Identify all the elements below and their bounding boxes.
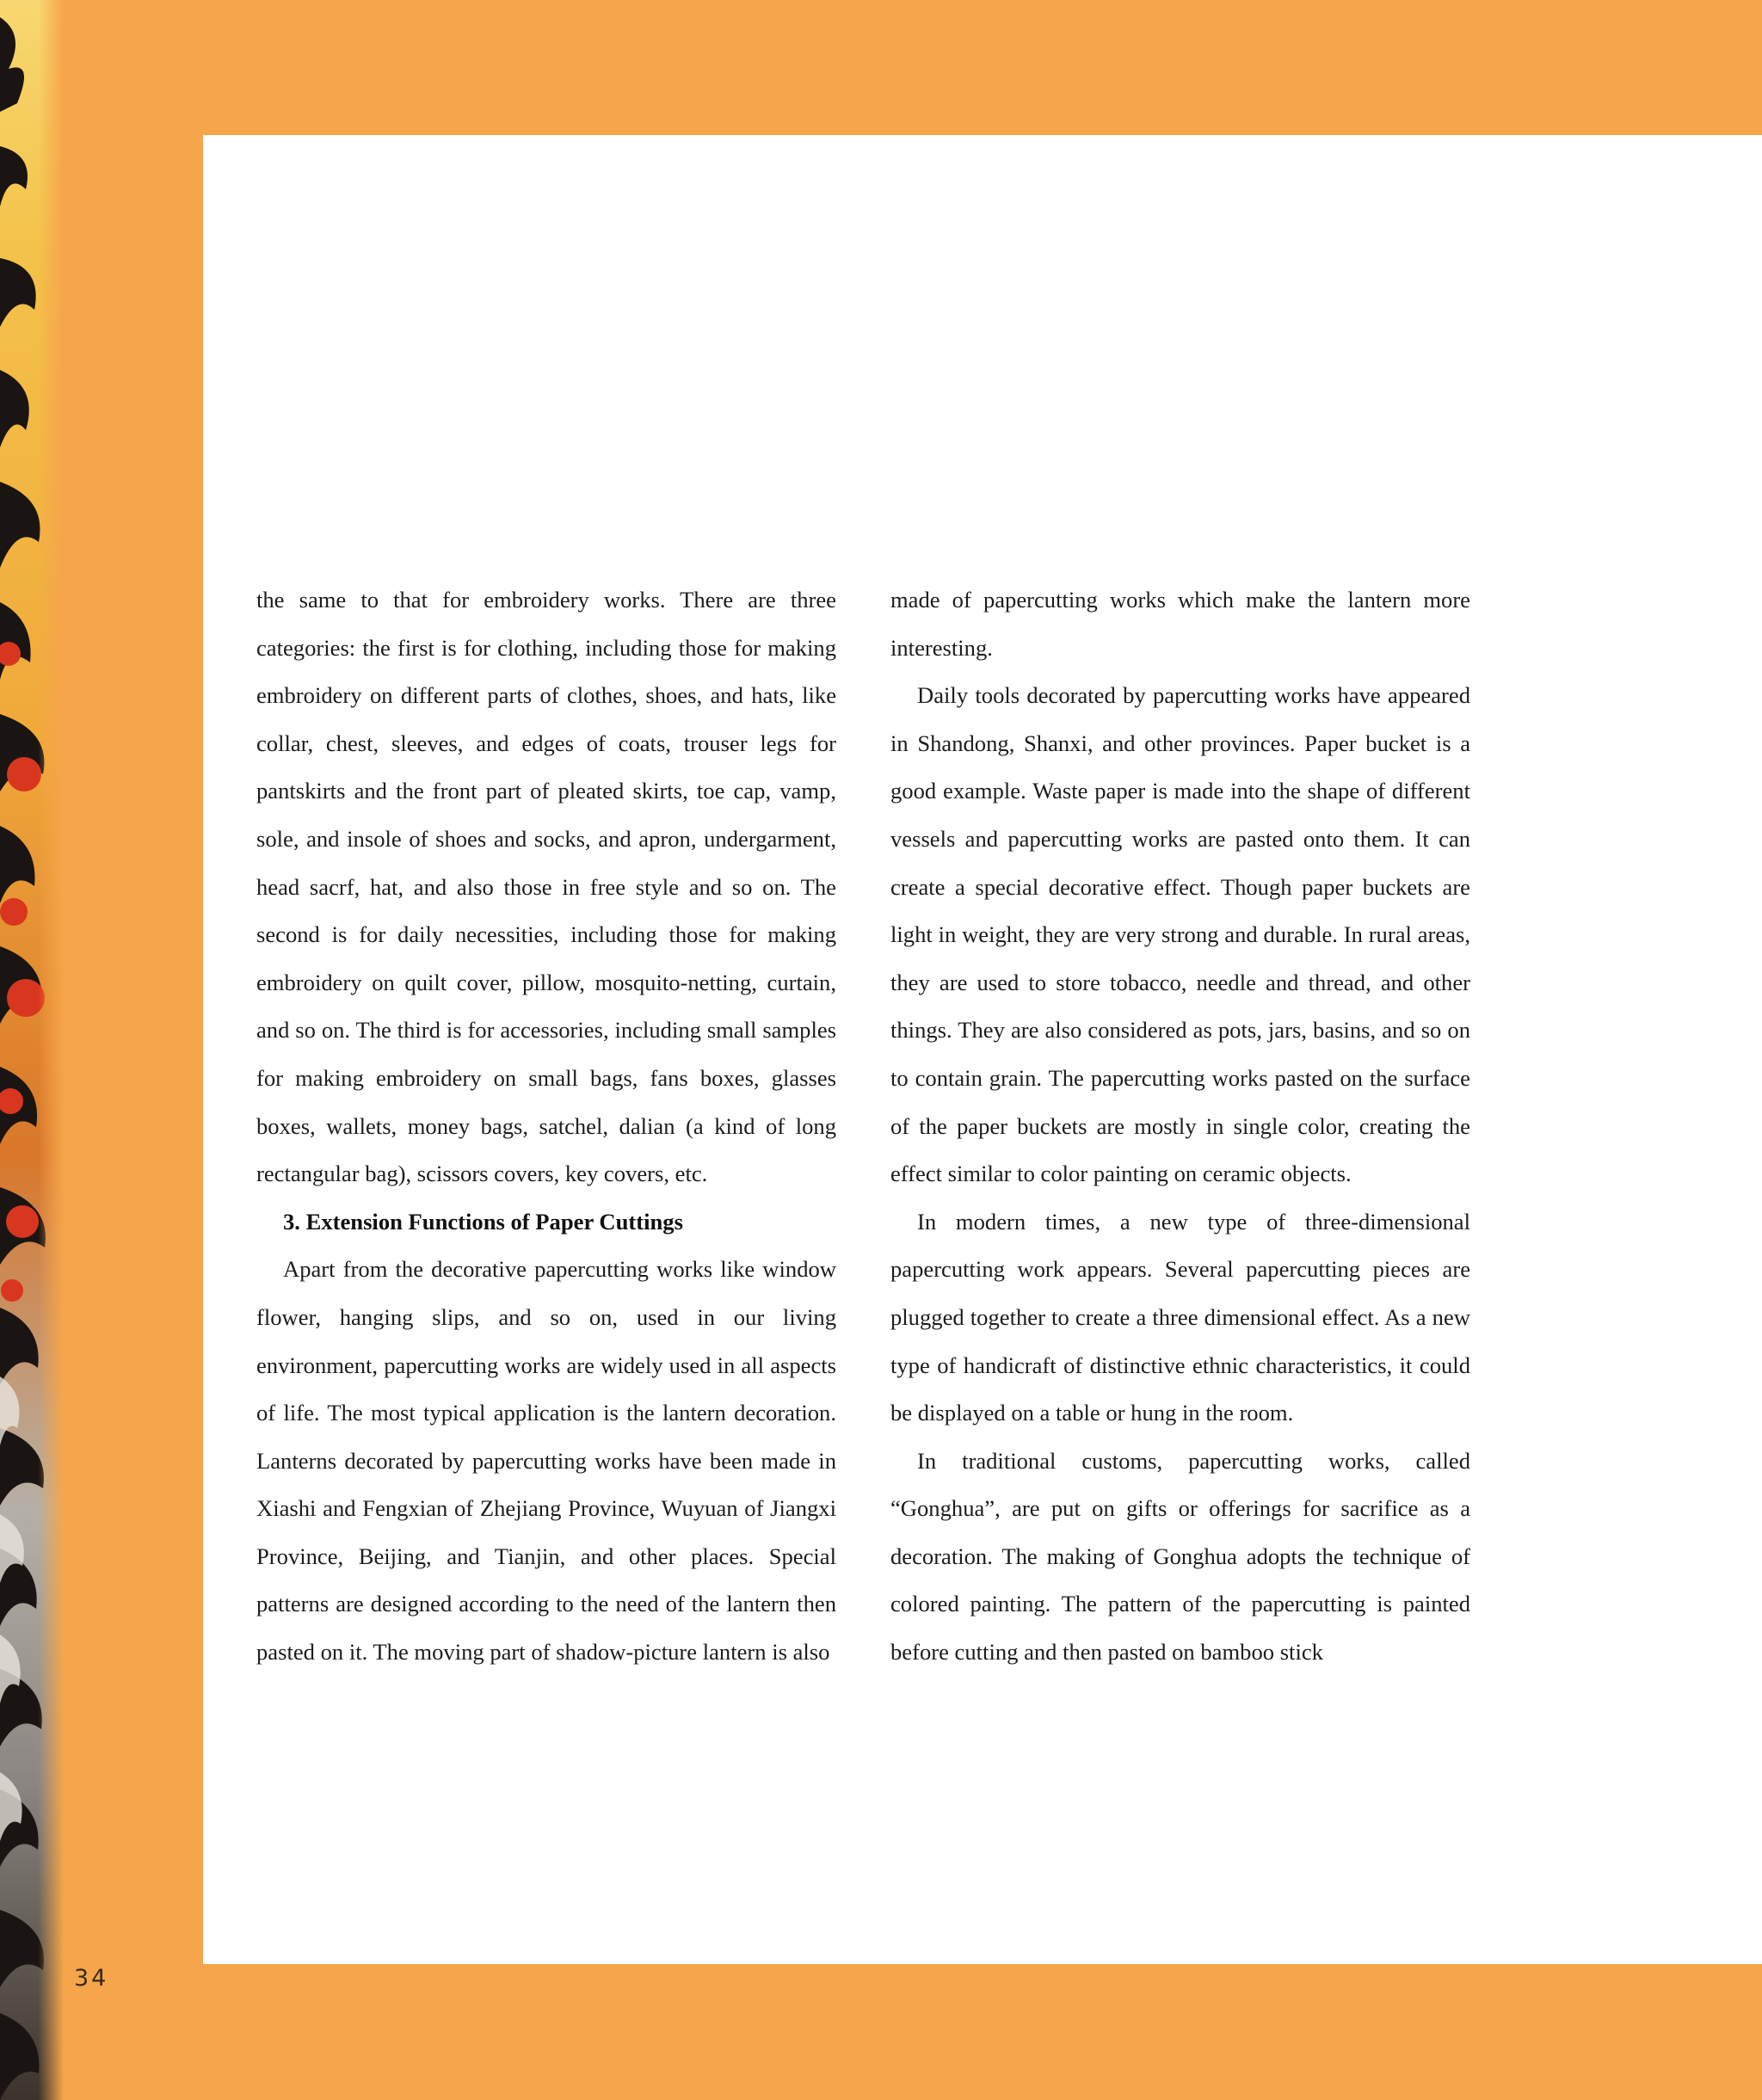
decorative-papercut-border xyxy=(0,0,64,2100)
left-paragraph-2: Apart from the decorative papercutting works like window flower, hanging slips, and so on, used in our living environment, papercutting works are widely used in all aspects of life. The most typical application is the lantern decoration. Lanterns decorated by papercutting works have been made in Xiashi and Fengxian of Zhejiang Province, Wuyuan of Jiangxi Province, Beijing, and Tianjin, and other places. Special patterns are designed according to the need of the lantern then pasted on it. The moving part of shadow-picture lantern is also xyxy=(256,1256,836,1666)
page-number: 34 xyxy=(74,1965,109,1992)
right-text-column xyxy=(890,576,1470,1677)
right-paragraph-4: In traditional customs, papercutting works, called “Gonghua”, are put on gifts or offerings for sacrifice as a decoration. The making of Gonghua adopts the technique of colored painting. The pattern of the papercutting is painted before cutting and then pasted on bamboo stick xyxy=(890,1447,1470,1666)
left-text-column xyxy=(256,576,836,1677)
right-paragraph-1: made of papercutting works which make the lantern more interesting. xyxy=(890,587,1470,661)
left-paragraph-1: the same to that for embroidery works. There are three categories: the first is for clothing, including those for making embroidery on different parts of clothes, shoes, and hats, like collar, chest, sleeves, and edges of coats, trouser legs for pantskirts and the front part of pleated skirts, toe cap, vamp, sole, and insole of shoes and socks, and apron, undergarment, head sacrf, hat, and also those in free style and so on. The second is for daily necessities, including those for making embroidery on quilt cover, pillow, mosquito-netting, curtain, and so on. The third is for accessories, including small samples for making embroidery on small bags, fans boxes, glasses boxes, wallets, money bags, satchel, dalian (a kind of long rectangular bag), scissors covers, key covers, etc. xyxy=(256,587,836,1187)
right-paragraph-2: Daily tools decorated by papercutting works have appeared in Shandong, Shanxi, and other provinces. Paper bucket is a good example. Waste paper is made into the shape of different vessels and papercutting works are pasted onto them. It can create a special decorative effect. Though paper buckets are light in weight, they are very strong and durable. In rural areas, they are used to store tobacco, needle and thread, and other things. They are also considered as pots, jars, basins, and so on to contain grain. The papercutting works pasted on the surface of the paper buckets are mostly in single color, creating the effect similar to color painting on ceramic objects. xyxy=(890,682,1470,1187)
right-paragraph-3: In modern times, a new type of three-dimensional papercutting work appears. Several papercutting pieces are plugged together to create a three dimensional effect. As a new type of handicraft of distinctive ethnic characteristics, it could be displayed on a table or hung in the room. xyxy=(890,1208,1470,1426)
section-heading: 3. Extension Functions of Paper Cuttings xyxy=(283,1208,683,1235)
